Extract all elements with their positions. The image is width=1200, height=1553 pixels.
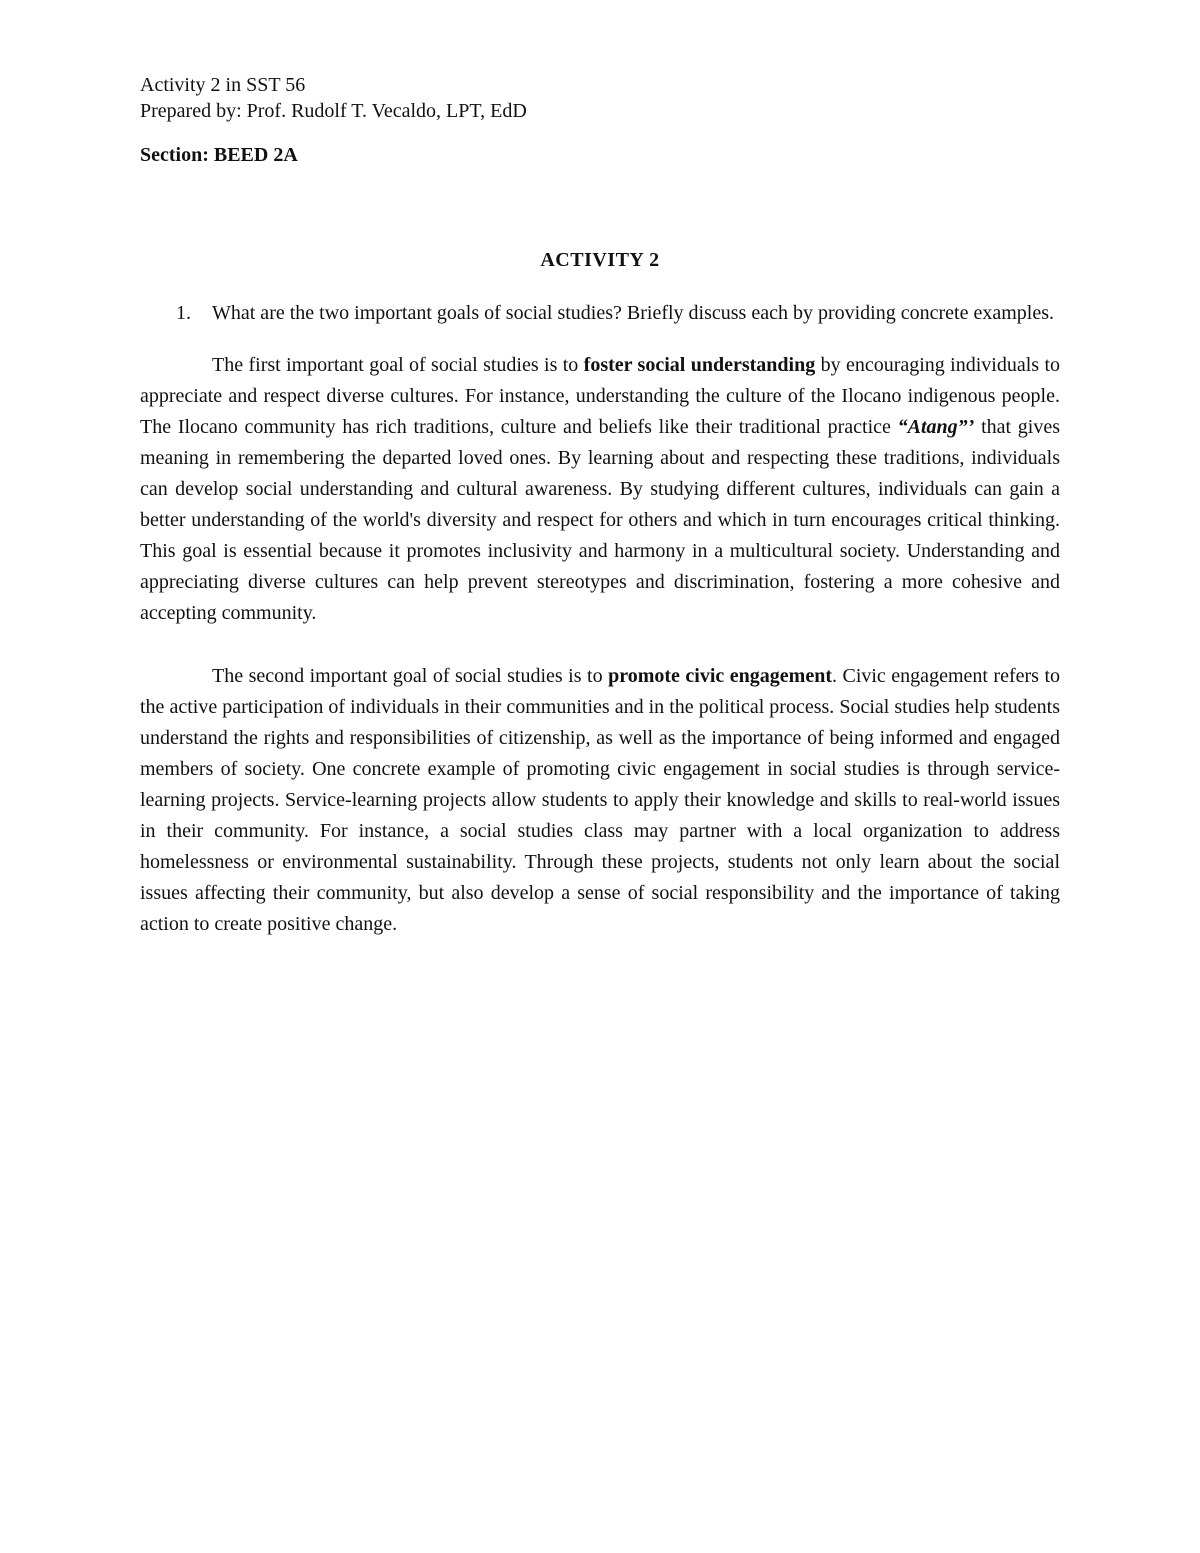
document-header xyxy=(140,72,1060,168)
text-segment: The second important goal of social studies is to xyxy=(212,665,609,687)
text-segment-atang-term: “Atang”’ xyxy=(897,416,975,438)
header-line-activity: Activity 2 in SST 56 xyxy=(140,74,306,96)
text-segment: by encouraging individuals to appreciate and respect diverse cultures. For instance, understanding the culture of the Ilocano indigenous people. The Ilocano community has rich traditions, culture and beliefs like their traditional practice xyxy=(140,354,1061,438)
text-segment-bold-foster-social-understanding: foster social understanding xyxy=(583,354,816,376)
paragraph-first-goal xyxy=(140,350,1060,629)
question-text: What are the two important goals of social studies? Briefly discuss each by providing concrete examples. xyxy=(212,302,1054,324)
section-line: Section: BEED 2A xyxy=(140,144,298,166)
header-line-prepared-by: Prepared by: Prof. Rudolf T. Vecaldo, LPT, EdD xyxy=(140,100,527,122)
text-segment: The first important goal of social studies is to xyxy=(212,354,584,376)
question-item xyxy=(176,298,1060,329)
text-segment: that gives meaning in remembering the departed loved ones. By learning about and respecting these traditions, individuals can develop social understanding and cultural awareness. By studying different cultures, individuals can gain a better understanding of the world's diversity and respect for others and which in turn encourages critical thinking. This goal is essential because it promotes inclusivity and harmony in a multicultural society. Understanding and appreciating diverse cultures can help prevent stereotypes and discrimination, fostering a more cohesive and accepting community. xyxy=(140,416,1060,624)
activity-title: ACTIVITY 2 xyxy=(540,249,660,271)
question-number: 1. xyxy=(176,302,191,324)
text-segment: . Civic engagement refers to the active participation of individuals in their communities and in the political process. Social studies help students understand the rights and responsibilities of citizenship, as well as the importance of being informed and engaged members of society. One concrete example of promoting civic engagement in social studies is through service-learning projects. Service-learning projects allow students to apply their knowledge and skills to real-world issues in their community. For instance, a social studies class may partner with a local organization to address homelessness or environmental sustainability. Through these projects, students not only learn about the social issues affecting their community, but also develop a sense of social responsibility and the importance of taking action to create positive change. xyxy=(140,665,1061,935)
text-segment-bold-promote-civic-engagement: promote civic engagement xyxy=(608,665,832,687)
paragraph-second-goal xyxy=(140,661,1060,940)
